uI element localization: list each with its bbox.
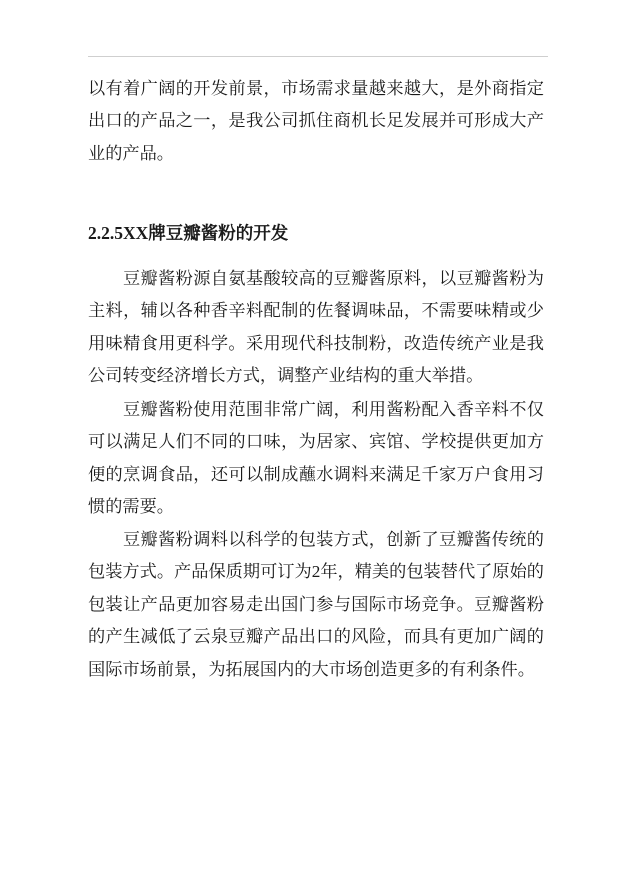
section-number: 2.2.5XX <box>88 223 149 243</box>
paragraph-3 <box>88 524 544 686</box>
section-title: 牌豆瓣酱粉的开发 <box>148 224 289 244</box>
shelf-life-years: 2 <box>311 562 321 582</box>
paragraph-3-text-end: 年，精美的包装替代了原始的包装让产品更加容易走出国门参与国际市场竞争。豆瓣酱粉的产生减低了云泉豆瓣产品出口的风险，而具有更加广阔的国际市场前景，为拓展国内的大市场创造更多的有利条件。 <box>88 562 544 680</box>
intro-paragraph: 以有着广阔的开发前景，市场需求量越来越大，是外商指定出口的产品之一，是我公司抓住商机长足发展并可形成大产业的产品。 <box>88 79 544 164</box>
section-heading <box>88 219 288 248</box>
header-divider <box>88 56 548 57</box>
paragraph-2: 豆瓣酱粉使用范围非常广阔，利用酱粉配入香辛料不仅可以满足人们不同的口味，为居家、宾馆、学校提供更加方便的烹调食品，还可以制成蘸水调料来满足千家万户食用习惯的需要。 <box>88 400 544 518</box>
paragraph-1: 豆瓣酱粉源自氨基酸较高的豆瓣酱原料，以豆瓣酱粉为主料，辅以各种香辛料配制的佐餐调味品，不需要味精或少用味精食用更科学。采用现代科技制粉，改造传统产业是我公司转变经济增长方式，调整产业结构的重大举措。 <box>88 269 544 387</box>
paragraph-3-text-start: 豆瓣酱粉调料以科学的包装方式，创新了豆瓣酱传统的包装方式。产品保质期可订为 <box>88 530 544 583</box>
